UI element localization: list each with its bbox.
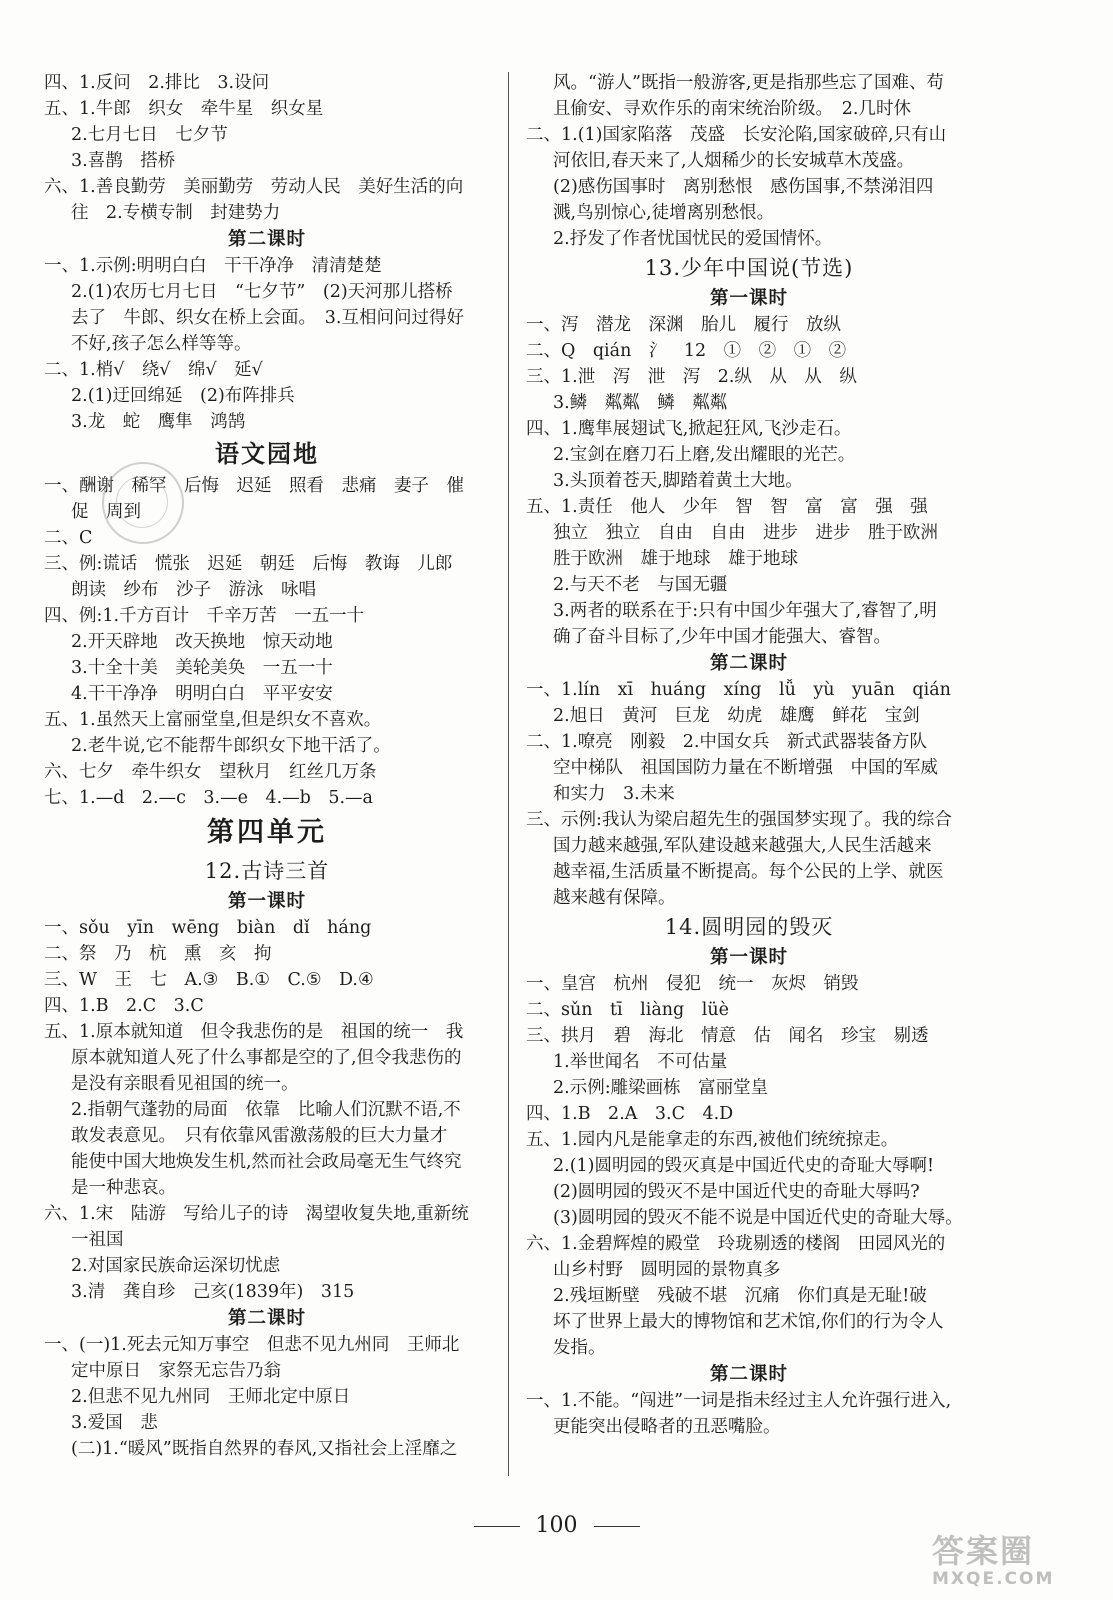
answer-line: 山乡村野 圆明园的景物真多: [553, 1260, 781, 1280]
answer-line: 胜于欧洲 雄于地球 雄于地球: [553, 549, 798, 569]
answer-line: 四、1.反问 2.排比 3.设问: [44, 73, 270, 93]
answer-line: 是没有亲眼看见祖国的统一。: [71, 1074, 299, 1094]
answer-line: 是一种悲哀。: [71, 1178, 176, 1198]
answer-line: 越来越有保障。: [553, 888, 676, 908]
answer-line: 五、1.责任 他人 少年 智 智 富 富 强 强: [526, 497, 928, 517]
page-number: 100: [535, 1513, 578, 1538]
answer-line: 原本就知道人死了什么事都是空的了,但令我悲伤的: [71, 1048, 462, 1068]
site-watermark-logo: [932, 1534, 1102, 1596]
watermark-main-text: 答案圈: [932, 1532, 1035, 1570]
answer-line: 四、1.B 2.A 3.C 4.D: [526, 1104, 734, 1124]
answer-line: 一、1.不能。“闯进”一词是指未经过主人允许强行进入,: [526, 1391, 952, 1411]
answer-line: 2.与天不老 与国无疆: [553, 575, 728, 595]
answer-line: 2.开天辟地 改天换地 惊天动地: [71, 632, 333, 652]
answer-line: 更能突出侵略者的丑恶嘴脸。: [553, 1417, 781, 1437]
answer-line: 2.残垣断壁 残破不堪 沉痛 你们真是无耻!破: [553, 1286, 927, 1306]
answer-line: (2)感伤国事时 离别愁恨 感伤国事,不禁涕泪四: [553, 177, 934, 197]
answer-line: 二、C: [44, 528, 93, 548]
answer-line: 二、Q qián 氵 12 ① ② ① ②: [526, 341, 847, 361]
answer-line: 1.举世闻名 不可估量: [553, 1052, 728, 1072]
answer-line: 一、1.示例:明明白白 干干净净 清清楚楚: [44, 256, 382, 276]
answer-line: 越幸福,生活质量不断提高。每个公民的上学、就医: [553, 862, 944, 882]
answer-line: 3.头顶着苍天,脚踏着黄土大地。: [553, 471, 803, 491]
answer-line: 3.十全十美 美轮美奂 一五一十: [71, 658, 333, 678]
answer-line: 促 周到: [71, 502, 141, 522]
answer-line: 六、七夕 牵牛织女 望秋月 红丝几万条: [44, 762, 377, 782]
answer-line: 三、1.泄 泻 泄 泻 2.纵 从 从 纵: [526, 367, 857, 387]
answer-line: 2.指朝气蓬勃的局面 依靠 比喻人们沉默不语,不: [71, 1100, 461, 1120]
unit-heading: 第四单元: [207, 817, 327, 848]
answer-line: 2.(1)圆明园的毁灭真是中国近代史的奇耻大辱啊!: [553, 1156, 935, 1176]
answer-line: 二、1.嘹亮 刚毅 2.中国女兵 新式武器装备方队: [526, 732, 927, 752]
answer-line: 发指。: [553, 1338, 606, 1358]
answer-line: 五、1.虽然天上富丽堂皇,但是织女不喜欢。: [44, 710, 382, 730]
answer-line: 定中原日 家祭无忘告乃翁: [71, 1361, 281, 1381]
answer-line: (3)圆明园的毁灭不能不说是中国近代史的奇耻大辱。: [553, 1208, 963, 1228]
answer-line: 六、1.金碧辉煌的殿堂 玲珑剔透的楼阁 田园风光的: [526, 1234, 946, 1254]
answer-line: 六、1.善良勤劳 美丽勤劳 劳动人民 美好生活的向: [44, 177, 464, 197]
answer-line: 3.清 龚自珍 己亥(1839年) 315: [71, 1282, 355, 1302]
answer-line: 河依旧,春天来了,人烟稀少的长安城草木茂盛。: [553, 151, 915, 171]
answer-line: 确了奋斗目标了,少年中国才能强大、睿智。: [553, 627, 892, 647]
chapter-heading: 语文园地: [215, 440, 319, 468]
answer-line: 一、泻 潜龙 深渊 胎儿 履行 放纵: [526, 315, 841, 335]
lesson-title: 14.圆明园的毁灭: [664, 915, 834, 939]
answer-line: 2.抒发了作者忧国忧民的爱国情怀。: [553, 229, 833, 249]
answer-line: 独立 独立 自由 自由 进步 进步 胜于欧洲: [553, 523, 938, 543]
answer-line: 不好,孩子怎么样等等。: [71, 334, 252, 354]
answer-line: 六、1.宋 陆游 写给儿子的诗 渴望收复失地,重新统: [44, 1204, 469, 1224]
answer-line: 一、(一)1.死去元知万事空 但悲不见九州同 王师北: [44, 1335, 460, 1355]
answer-line: 一、1.lín xī huáng xíng lǚ yù yuān qián: [526, 680, 951, 700]
section-heading: 第二课时: [709, 653, 788, 674]
section-heading: 第一课时: [709, 947, 788, 968]
answer-line: 去了 牛郎、织女在桥上会面。 3.互相问问过得好: [71, 308, 464, 328]
answer-line: 和实力 3.未来: [553, 784, 675, 804]
answer-line: 2.旭日 黄河 巨龙 幼虎 雄鹰 鲜花 宝剑: [553, 706, 920, 726]
answer-line: 二、祭 乃 杭 熏 亥 拘: [44, 944, 272, 964]
answer-line: 2.(1)农历七月七日 “七夕节” (2)天河那儿搭桥: [71, 282, 453, 302]
answer-line: 2.七月七日 七夕节: [71, 125, 228, 145]
answer-line: 二、1.(1)国家陷落 茂盛 长安沦陷,国家破碎,只有山: [526, 125, 947, 145]
answer-line: 一、皇宫 杭州 侵犯 统一 灰烬 销毁: [526, 974, 859, 994]
right-column: [526, 70, 972, 1440]
answer-line: 敢发表意见。 只有依靠风雷激荡般的巨大力量才: [71, 1126, 448, 1146]
answer-line: 且偷安、寻欢作乐的南宋统治阶级。 2.几时休: [553, 99, 911, 119]
answer-line: 四、1.鹰隼展翅试飞,掀起狂风,飞沙走石。: [526, 419, 852, 439]
answer-line: 风。“游人”既指一般游客,更是指那些忘了国难、苟: [553, 73, 944, 93]
answer-line: 五、1.原本就知道 但令我悲伤的是 祖国的统一 我: [44, 1022, 464, 1042]
answer-line: 4.干干净净 明明白白 平平安安: [71, 684, 333, 704]
answer-line: 3.喜鹊 搭桥: [71, 151, 176, 171]
answer-line: 国力越来越强,军队建设越来越强大,人民生活越来: [553, 836, 932, 856]
answer-line: 2.但悲不见九州同 王师北定中原日: [71, 1387, 351, 1407]
answer-line: 四、1.B 2.C 3.C: [44, 996, 204, 1016]
lesson-title: 12.古诗三首: [204, 859, 330, 883]
answer-line: 一祖国: [71, 1230, 124, 1250]
answer-line: 三、拱月 碧 海北 情意 估 闻名 珍宝 剔透: [526, 1026, 929, 1046]
section-heading: 第二课时: [227, 1308, 306, 1329]
answer-line: 2.示例:雕梁画栋 富丽堂皇: [553, 1078, 769, 1098]
answer-line: 二、sǔn tī liàng lüè: [526, 1000, 729, 1020]
section-heading: 第一课时: [227, 891, 306, 912]
faded-stamp-seal: [102, 462, 184, 544]
section-heading: 第二课时: [227, 229, 306, 250]
answer-line: 五、1.牛郎 织女 牵牛星 织女星: [44, 99, 324, 119]
footer-dash-right: [594, 1526, 640, 1527]
answer-line: 四、例:1.千方百计 千辛万苦 一五一十: [44, 606, 365, 626]
answer-line: (2)圆明园的毁灭不是中国近代史的奇耻大辱吗?: [553, 1182, 920, 1202]
section-heading: 第二课时: [709, 1364, 788, 1385]
answer-line: 五、1.园内凡是能拿走的东西,被他们统统掠走。: [526, 1130, 899, 1150]
answer-line: 3.爱国 悲: [71, 1413, 158, 1433]
answer-line: 坏了世界上最大的博物馆和艺术馆,你们的行为令人: [553, 1312, 944, 1332]
section-heading: 第一课时: [709, 288, 788, 309]
answer-line: 能使中国大地焕发生机,然而社会政局毫无生气终究: [71, 1152, 462, 1172]
answer-line: 三、示例:我认为梁启超先生的强国梦实现了。我的综合: [526, 810, 952, 830]
answer-line: 2.宝剑在磨刀石上磨,发出耀眼的光芒。: [553, 445, 856, 465]
answer-line: 3.鳞 粼粼 鳞 粼粼: [553, 393, 728, 413]
answer-line: 3.两者的联系在于:只有中国少年强大了,睿智了,明: [553, 601, 937, 621]
answer-line: 三、例:谎话 慌张 迟延 朝廷 后悔 教诲 儿郎: [44, 554, 453, 574]
answer-line: 一、酬谢 稀罕 后悔 迟延 照看 悲痛 妻子 催: [44, 476, 464, 496]
answer-line: 2.老牛说,它不能帮牛郎织女下地干活了。: [71, 736, 391, 756]
answer-line: 七、1.—d 2.—c 3.—e 4.—b 5.—a: [44, 788, 373, 808]
answer-line: 2.(1)迂回绵延 (2)布阵排兵: [71, 386, 295, 406]
answer-line: 往 2.专横专制 封建势力: [71, 203, 281, 223]
answer-line: 朗读 纱布 沙子 游泳 咏唱: [71, 580, 316, 600]
column-divider: [508, 72, 509, 1476]
footer-dash-left: [474, 1526, 520, 1527]
answer-line: 空中梯队 祖国国防力量在不断增强 中国的军威: [553, 758, 938, 778]
answer-line: 3.龙 蛇 鹰隼 鸿鹄: [71, 412, 246, 432]
answer-line: 2.对国家民族命运深切忧虑: [71, 1256, 281, 1276]
answer-line: (二)1.“暖风”既指自然界的春风,又指社会上淫靡之: [71, 1439, 458, 1459]
answer-line: 溅,鸟别惊心,徒增离别愁恨。: [553, 203, 775, 223]
lesson-title: 13.少年中国说(节选): [644, 256, 854, 280]
left-column: [44, 70, 490, 1462]
answer-line: 一、sǒu yīn wēng biàn dǐ háng: [44, 918, 372, 938]
answer-line: 三、W 王 七 A.③ B.① C.⑤ D.④: [44, 970, 374, 990]
watermark-url-text: MXQE.COM: [932, 1569, 1055, 1589]
answer-line: 二、1.梢√ 绕√ 绵√ 延√: [44, 360, 263, 380]
